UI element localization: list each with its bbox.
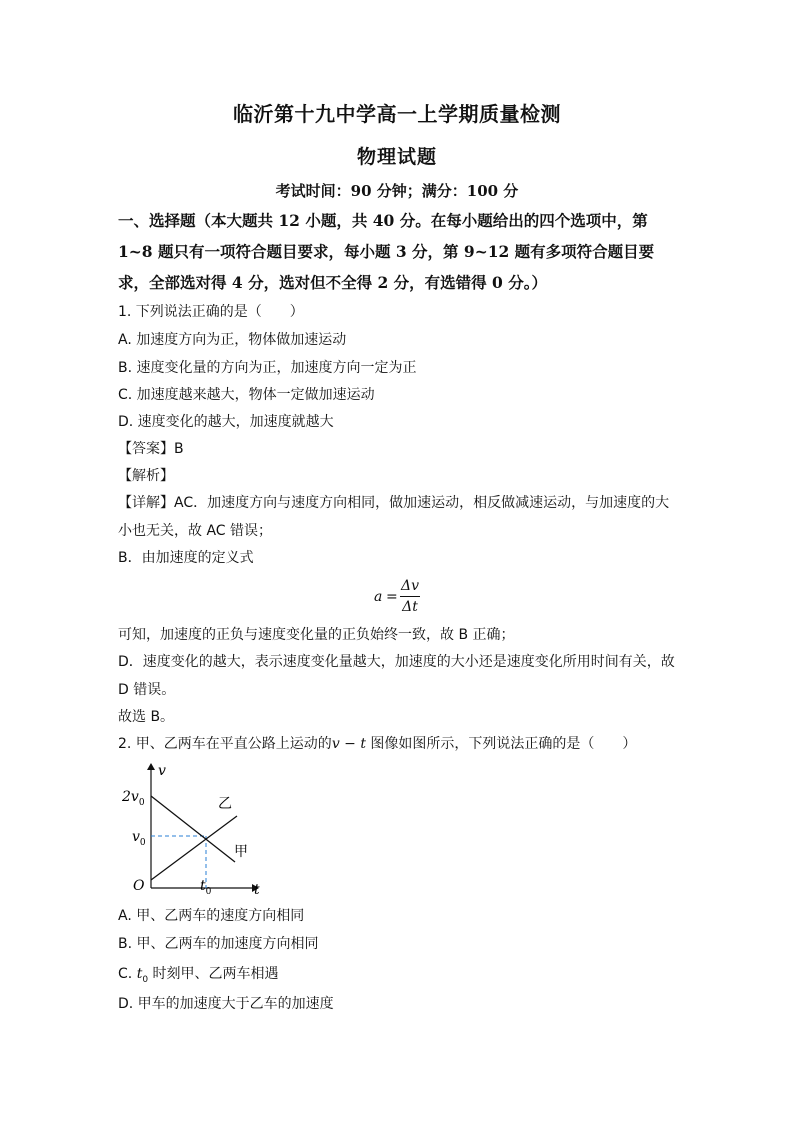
y-tick-v0-main: v [132, 829, 140, 845]
y-tick-2v0-main: 2v [122, 789, 139, 805]
x-tick-t0-sub: 0 [205, 887, 212, 897]
q1-answer: 【答案】B [118, 441, 184, 457]
q1-detail-b: B．由加速度的定义式 [118, 550, 254, 566]
y-tick-v0 [132, 829, 146, 848]
q2-option-a: A. 甲、乙两车的速度方向相同 [118, 908, 305, 924]
formula-equals: = [386, 589, 398, 605]
formula-fraction [400, 576, 420, 617]
y-tick-2v0-sub: 0 [138, 798, 145, 808]
q1-option-d: D. 速度变化的越大，加速度就越大 [118, 414, 334, 430]
x-tick-t0-main: t [200, 878, 206, 894]
vt-graph [118, 758, 288, 902]
exam-info: 考试时间：90 分钟；满分：100 分 [275, 182, 519, 200]
q2-option-c-suffix: 时刻甲、乙两车相遇 [148, 966, 279, 982]
q1-option-c: C. 加速度越来越大，物体一定做加速运动 [118, 387, 375, 403]
formula-numerator: Δv [400, 578, 420, 594]
q2-option-c-math: t [136, 966, 143, 982]
q2-stem-suffix: 图像如图所示，下列说法正确的是（ ） [365, 736, 637, 752]
origin-label: O [133, 878, 145, 894]
label-jia: 甲 [234, 844, 248, 860]
q1-option-a: A. 加速度方向为正，物体做加速运动 [118, 332, 347, 348]
formula-denominator: Δt [402, 599, 418, 615]
q2-option-b: B. 甲、乙两车的加速度方向相同 [118, 936, 319, 952]
line-yi [151, 816, 237, 880]
x-axis-label: t [254, 882, 260, 898]
section-heading: 一、选择题（本大题共 12 小题，共 40 分。在每小题给出的四个选项中，第 1~8 题只有一项符合题目要求，每小题 3 分，第 9~12 题有多项符合题目要求，全部选对得 4 分，选对但不全得 2 分，有选错得 0 分。） [118, 211, 655, 292]
q2-option-c-sub: 0 [142, 974, 149, 985]
q1-analysis-label: 【解析】 [118, 468, 174, 484]
formula-lhs: a [374, 589, 383, 605]
q2-stem-math: v − t [331, 736, 366, 752]
q1-detail-d: D．速度变化的越大，表示速度变化量越大，加速度的大小还是速度变化所用时间有关，故 D 错误。 [118, 654, 675, 698]
q2-stem-prefix: 2. 甲、乙两车在平直公路上运动的 [118, 736, 332, 752]
subject-title: 物理试题 [356, 146, 437, 168]
label-yi: 乙 [218, 796, 232, 812]
q1-detail-sign: 可知，加速度的正负与速度变化量的正负始终一致，故 B 正确； [118, 627, 515, 643]
q2-option-c-prefix: C. [118, 966, 137, 982]
q2-option-c [118, 964, 279, 990]
y-axis-label: v [158, 763, 166, 779]
acceleration-formula [370, 576, 430, 620]
school-title: 临沂第十九中学高一上学期质量检测 [233, 102, 561, 126]
y-tick-v0-sub: 0 [139, 838, 146, 848]
y-tick-2v0 [121, 789, 145, 808]
q1-conclusion: 故选 B。 [118, 709, 175, 725]
q1-stem: 1. 下列说法正确的是（ ） [118, 304, 304, 320]
q1-option-b: B. 速度变化量的方向为正，加速度方向一定为正 [118, 360, 417, 376]
q2-option-d: D. 甲车的加速度大于乙车的加速度 [118, 996, 334, 1012]
q2-stem [118, 734, 636, 754]
q1-detail-ac: 【详解】AC．加速度方向与速度方向相同，做加速运动，相反做减速运动，与加速度的大小也无关，故 AC 错误； [118, 495, 670, 539]
